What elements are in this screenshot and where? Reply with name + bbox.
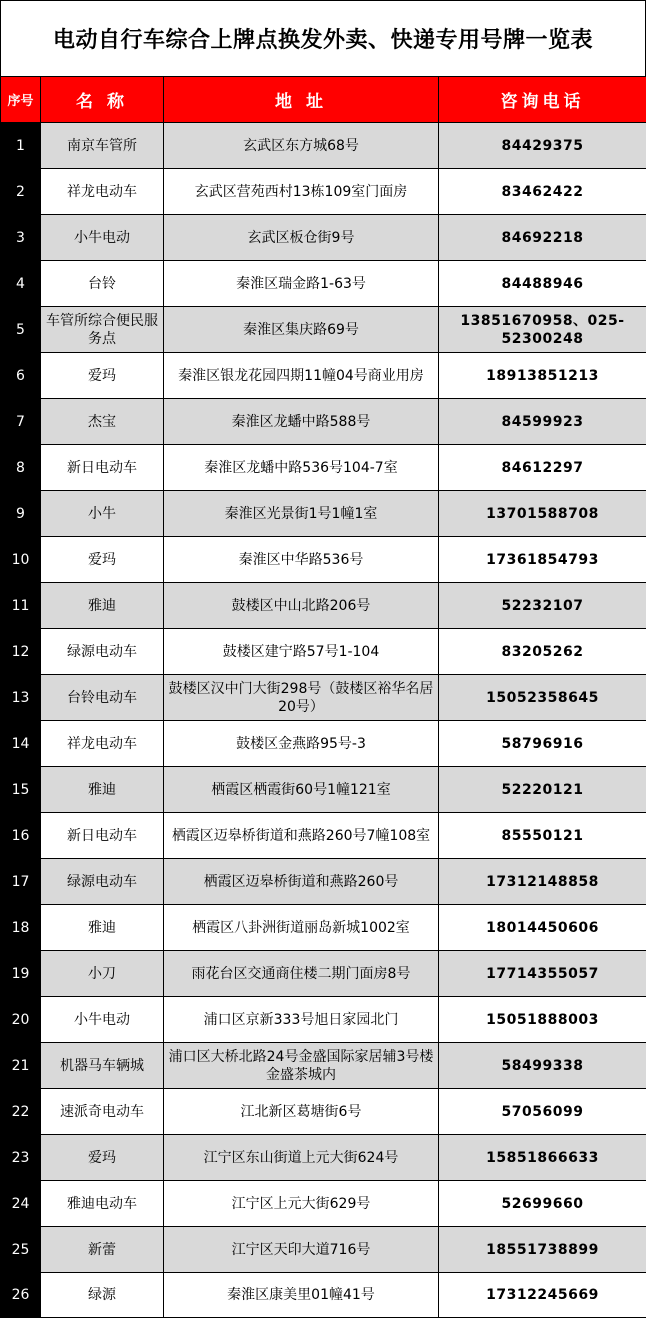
table-row [1, 629, 646, 675]
header-phone: 咨询电话 [439, 77, 646, 123]
row-index: 19 [1, 951, 41, 997]
row-phone: 84599923 [439, 399, 646, 445]
row-address: 鼓楼区中山北路206号 [164, 583, 439, 629]
table-row [1, 905, 646, 951]
row-name: 新日电动车 [41, 813, 164, 859]
row-name: 爱玛 [41, 353, 164, 399]
row-address: 鼓楼区金燕路95号-3 [164, 721, 439, 767]
row-address: 栖霞区八卦洲街道丽岛新城1002室 [164, 905, 439, 951]
table-row [1, 261, 646, 307]
row-index: 6 [1, 353, 41, 399]
table-row [1, 951, 646, 997]
row-address: 秦淮区瑞金路1-63号 [164, 261, 439, 307]
row-index: 9 [1, 491, 41, 537]
row-address: 浦口区大桥北路24号金盛国际家居辅3号楼金盛茶城内 [164, 1043, 439, 1089]
row-name: 机器马车辆城 [41, 1043, 164, 1089]
row-name: 雅迪 [41, 583, 164, 629]
row-address: 江宁区东山街道上元大街624号 [164, 1135, 439, 1181]
row-index: 12 [1, 629, 41, 675]
row-index: 24 [1, 1181, 41, 1227]
row-phone: 15052358645 [439, 675, 646, 721]
row-address: 鼓楼区建宁路57号1-104 [164, 629, 439, 675]
row-name: 速派奇电动车 [41, 1089, 164, 1135]
row-name: 绿源电动车 [41, 629, 164, 675]
row-index: 11 [1, 583, 41, 629]
row-phone: 84612297 [439, 445, 646, 491]
row-index: 10 [1, 537, 41, 583]
row-name: 爱玛 [41, 537, 164, 583]
table-row [1, 1043, 646, 1089]
row-address: 雨花台区交通商住楼二期门面房8号 [164, 951, 439, 997]
row-phone: 84488946 [439, 261, 646, 307]
table-row [1, 721, 646, 767]
row-phone: 52232107 [439, 583, 646, 629]
row-phone: 18551738899 [439, 1227, 646, 1273]
row-address: 浦口区京新333号旭日家园北门 [164, 997, 439, 1043]
row-name: 雅迪电动车 [41, 1181, 164, 1227]
row-index: 7 [1, 399, 41, 445]
row-name: 车管所综合便民服务点 [41, 307, 164, 353]
row-phone: 83462422 [439, 169, 646, 215]
row-index: 22 [1, 1089, 41, 1135]
table-title: 电动自行车综合上牌点换发外卖、快递专用号牌一览表 [0, 0, 646, 76]
table-row [1, 1089, 646, 1135]
row-phone: 17312148858 [439, 859, 646, 905]
row-phone: 15851866633 [439, 1135, 646, 1181]
row-name: 雅迪 [41, 767, 164, 813]
row-address: 秦淮区集庆路69号 [164, 307, 439, 353]
row-phone: 17312245669 [439, 1273, 646, 1318]
row-phone: 52699660 [439, 1181, 646, 1227]
row-name: 小牛电动 [41, 997, 164, 1043]
row-name: 小刀 [41, 951, 164, 997]
row-phone: 58499338 [439, 1043, 646, 1089]
table-row [1, 169, 646, 215]
row-index: 17 [1, 859, 41, 905]
row-address: 秦淮区中华路536号 [164, 537, 439, 583]
table-row [1, 491, 646, 537]
row-index: 16 [1, 813, 41, 859]
table-row [1, 583, 646, 629]
row-index: 4 [1, 261, 41, 307]
row-index: 13 [1, 675, 41, 721]
table-row [1, 215, 646, 261]
row-index: 15 [1, 767, 41, 813]
row-name: 台铃电动车 [41, 675, 164, 721]
row-address: 江宁区上元大街629号 [164, 1181, 439, 1227]
row-address: 栖霞区栖霞街60号1幢121室 [164, 767, 439, 813]
row-index: 3 [1, 215, 41, 261]
row-name: 爱玛 [41, 1135, 164, 1181]
table-row [1, 123, 646, 169]
header-row [1, 77, 646, 123]
row-index: 25 [1, 1227, 41, 1273]
table-row [1, 1135, 646, 1181]
table-row [1, 1273, 646, 1318]
row-index: 23 [1, 1135, 41, 1181]
row-phone: 84692218 [439, 215, 646, 261]
row-name: 南京车管所 [41, 123, 164, 169]
row-address: 玄武区营苑西村13栋109室门面房 [164, 169, 439, 215]
row-index: 21 [1, 1043, 41, 1089]
table-row [1, 813, 646, 859]
header-index: 序号 [1, 77, 41, 123]
row-name: 小牛 [41, 491, 164, 537]
row-index: 8 [1, 445, 41, 491]
row-address: 栖霞区迈皋桥街道和燕路260号7幢108室 [164, 813, 439, 859]
table-row [1, 537, 646, 583]
row-address: 鼓楼区汉中门大街298号（鼓楼区裕华名居20号） [164, 675, 439, 721]
table-row [1, 399, 646, 445]
row-address: 玄武区板仓街9号 [164, 215, 439, 261]
row-name: 新蕾 [41, 1227, 164, 1273]
table-body [1, 123, 646, 1318]
row-name: 小牛电动 [41, 215, 164, 261]
row-name: 绿源 [41, 1273, 164, 1318]
row-index: 18 [1, 905, 41, 951]
row-phone: 83205262 [439, 629, 646, 675]
row-address: 秦淮区龙蟠中路588号 [164, 399, 439, 445]
row-index: 1 [1, 123, 41, 169]
row-address: 玄武区东方城68号 [164, 123, 439, 169]
row-address: 栖霞区迈皋桥街道和燕路260号 [164, 859, 439, 905]
row-phone: 17361854793 [439, 537, 646, 583]
row-phone: 18014450606 [439, 905, 646, 951]
table-row [1, 859, 646, 905]
row-name: 新日电动车 [41, 445, 164, 491]
row-phone: 13851670958、025-52300248 [439, 307, 646, 353]
header-name: 名 称 [41, 77, 164, 123]
row-index: 14 [1, 721, 41, 767]
row-name: 雅迪 [41, 905, 164, 951]
plate-location-table [0, 76, 646, 1318]
row-address: 秦淮区光景街1号1幢1室 [164, 491, 439, 537]
header-address: 地 址 [164, 77, 439, 123]
row-phone: 13701588708 [439, 491, 646, 537]
row-index: 5 [1, 307, 41, 353]
row-phone: 17714355057 [439, 951, 646, 997]
row-phone: 18913851213 [439, 353, 646, 399]
row-address: 秦淮区龙蟠中路536号104-7室 [164, 445, 439, 491]
table-row [1, 767, 646, 813]
row-phone: 52220121 [439, 767, 646, 813]
row-address: 秦淮区银龙花园四期11幢04号商业用房 [164, 353, 439, 399]
row-phone: 57056099 [439, 1089, 646, 1135]
row-index: 20 [1, 997, 41, 1043]
row-name: 祥龙电动车 [41, 721, 164, 767]
row-phone: 84429375 [439, 123, 646, 169]
table-row [1, 307, 646, 353]
table-row [1, 997, 646, 1043]
table-row [1, 445, 646, 491]
row-phone: 15051888003 [439, 997, 646, 1043]
table-row [1, 353, 646, 399]
table-row [1, 675, 646, 721]
row-index: 26 [1, 1273, 41, 1318]
table-row [1, 1227, 646, 1273]
row-address: 秦淮区康美里01幢41号 [164, 1273, 439, 1318]
row-address: 江宁区天印大道716号 [164, 1227, 439, 1273]
row-index: 2 [1, 169, 41, 215]
row-name: 祥龙电动车 [41, 169, 164, 215]
table-row [1, 1181, 646, 1227]
row-phone: 58796916 [439, 721, 646, 767]
row-phone: 85550121 [439, 813, 646, 859]
row-name: 绿源电动车 [41, 859, 164, 905]
row-address: 江北新区葛塘街6号 [164, 1089, 439, 1135]
row-name: 杰宝 [41, 399, 164, 445]
row-name: 台铃 [41, 261, 164, 307]
